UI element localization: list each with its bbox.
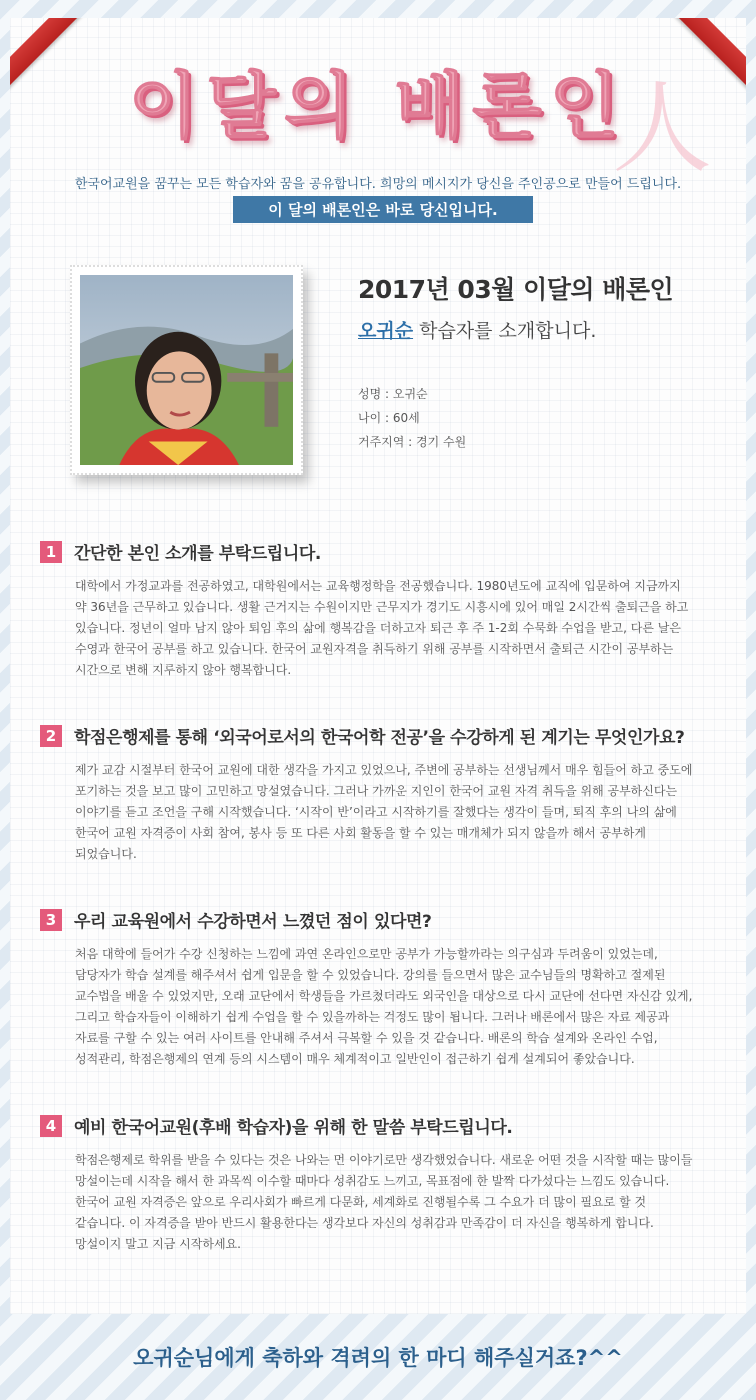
answer-line: 담당자가 학습 설계를 해주셔서 쉽게 입문을 할 수 있었습니다. 강의를 들으면서 많은 교수님들의 명확하고 절제된: [75, 968, 666, 982]
qa-question: 우리 교육원에서 수강하면서 느꼈던 점이 있다면?: [74, 912, 432, 932]
portrait-image: [80, 275, 293, 465]
profile-facts: [358, 382, 466, 454]
fact-name: 성명 : 오귀순: [358, 387, 428, 401]
qa-answer: [75, 760, 720, 865]
answer-line: 한국어 교원 자격증이 사회 참여, 봉사 등 또 다른 사회 활동을 할 수 있는 매개체가 되지 않을까 해서 공부하게: [75, 826, 646, 840]
answer-line: 성적관리, 학점은행제의 연계 등의 시스템이 매우 체계적이고 일반인이 접근하기 쉽게 설계되어 좋았습니다.: [75, 1052, 635, 1066]
profile-intro-suffix: 학습자를 소개합니다.: [413, 320, 597, 342]
answer-line: 자료를 구할 수 있는 여러 사이트를 안내해 주셔서 극복할 수 있을 것 같습니다. 배론의 학습 설계와 온라인 수업,: [75, 1031, 658, 1045]
qa-section-3: [40, 907, 720, 1070]
answer-line: 이야기를 듣고 조언을 구해 시작했습니다. ‘시작이 반’이라고 시작하기를 잘했다는 생각이 들며, 퇴직 후의 나의 삶에: [75, 805, 677, 819]
qa-number-badge: 2: [40, 725, 62, 747]
profile-name: 오귀순: [358, 320, 414, 342]
answer-line: 대학에서 가정교과를 전공하였고, 대학원에서는 교육행정학을 전공했습니다. 1980년도에 교직에 입문하여 지금까지: [75, 579, 681, 593]
answer-line: 그리고 학습자들이 이해하기 쉽게 수업을 할 수 있을까하는 걱정도 많이 됩니다. 그러나 배론에서 많은 자료 제공과: [75, 1010, 670, 1024]
answer-line: 시간으로 변해 지루하지 않아 행복합니다.: [75, 663, 292, 677]
answer-line: 학점은행제로 학위를 받을 수 있다는 것은 나와는 먼 이야기로만 생각했었습니다. 새로운 어떤 것을 시작할 때는 많이들: [75, 1153, 693, 1167]
qa-question: 간단한 본인 소개를 부탁드립니다.: [74, 544, 321, 564]
answer-line: 포기하는 것을 보고 많이 고민하고 망설였습니다. 그러나 가까운 지인이 한국어 교원 자격 취득을 위해 공부하신다는: [75, 784, 678, 798]
qa-answer: [75, 944, 720, 1070]
qa-question: 학점은행제를 통해 ‘외국어로서의 한국어학 전공’을 수강하게 된 계기는 무엇인가요?: [74, 728, 685, 748]
profile-intro: [358, 316, 673, 343]
footer-message: 오귀순님에게 축하와 격려의 한 마디 해주실거죠?^^: [133, 1346, 623, 1370]
qa-section-1: [40, 539, 720, 681]
banner-label: 이 달의 배론인은 바로 당신입니다.: [233, 196, 533, 223]
page-subtitle: 한국어교원을 꿈꾸는 모든 학습자와 꿈을 공유합니다. 희망의 메시지가 당신을 주인공으로 만들어 드립니다.: [74, 177, 682, 192]
answer-line: 되었습니다.: [75, 847, 137, 861]
answer-line: 망설이지 말고 지금 시작하세요.: [75, 1237, 241, 1251]
answer-line: 처음 대학에 들어가 수강 신청하는 느낌에 과연 온라인으로만 공부가 가능할까라는 의구심과 두려움이 있었는데,: [75, 947, 658, 961]
profile-photo: [70, 265, 303, 475]
answer-line: 수영과 한국어 공부를 하고 있습니다. 한국어 교원자격을 취득하기 위해 공부를 시작하면서 출퇴근 시간이 공부하는: [75, 642, 674, 656]
answer-line: 같습니다. 이 자격증을 받아 반드시 활용한다는 생각보다 자신의 성취감과 만족감이 더 자신을 행복하게 합니다.: [75, 1216, 654, 1230]
qa-answer: [75, 576, 720, 681]
profile-title: 2017년 03월 이달의 배론인: [358, 275, 674, 304]
qa-number-badge: 1: [40, 541, 62, 563]
qa-answer: [75, 1150, 720, 1255]
qa-section-4: [40, 1113, 720, 1255]
answer-line: 약 36년을 근무하고 있습니다. 생활 근거지는 수원이지만 근무지가 경기도 시흥시에 있어 매일 2시간씩 출퇴근을 하고: [75, 600, 689, 614]
decorative-hanja: 人: [612, 70, 712, 187]
fact-region: 거주지역 : 경기 수원: [358, 435, 467, 449]
profile-header: [358, 270, 673, 343]
qa-section-2: [40, 723, 720, 865]
qa-number-badge: 4: [40, 1115, 62, 1137]
answer-line: 있습니다. 정년이 얼마 남지 않아 퇴임 후의 삶에 행복감을 더하고자 퇴근 후 주 1-2회 수묵화 수업을 받고, 다른 날은: [75, 621, 681, 635]
fact-age: 나이 : 60세: [358, 411, 420, 425]
answer-line: 교수법을 배울 수 있었지만, 오래 교단에서 학생들을 가르쳤더라도 외국인을 대상으로 다시 교단에 선다면 자신감 있게,: [75, 989, 693, 1003]
qa-number-badge: 3: [40, 909, 62, 931]
answer-line: 한국어 교원 자격증은 앞으로 우리사회가 빠르게 다문화, 세계화로 진행될수록 그 수요가 더 많이 필요로 할 것: [75, 1195, 647, 1209]
page-title: 이달의 배론인: [128, 64, 628, 148]
answer-line: 망설이는데 시작을 해서 한 과목씩 이수할 때마다 성취감도 느끼고, 목표점에 한 발짝 다가섰다는 느낌도 있습니다.: [75, 1174, 670, 1188]
answer-line: 제가 교감 시절부터 한국어 교원에 대한 생각을 가지고 있었으나, 주변에 공부하는 선생님께서 매우 힘들어 하고 중도에: [75, 763, 693, 777]
qa-question: 예비 한국어교원(후배 학습자)을 위해 한 말씀 부탁드립니다.: [74, 1118, 513, 1138]
